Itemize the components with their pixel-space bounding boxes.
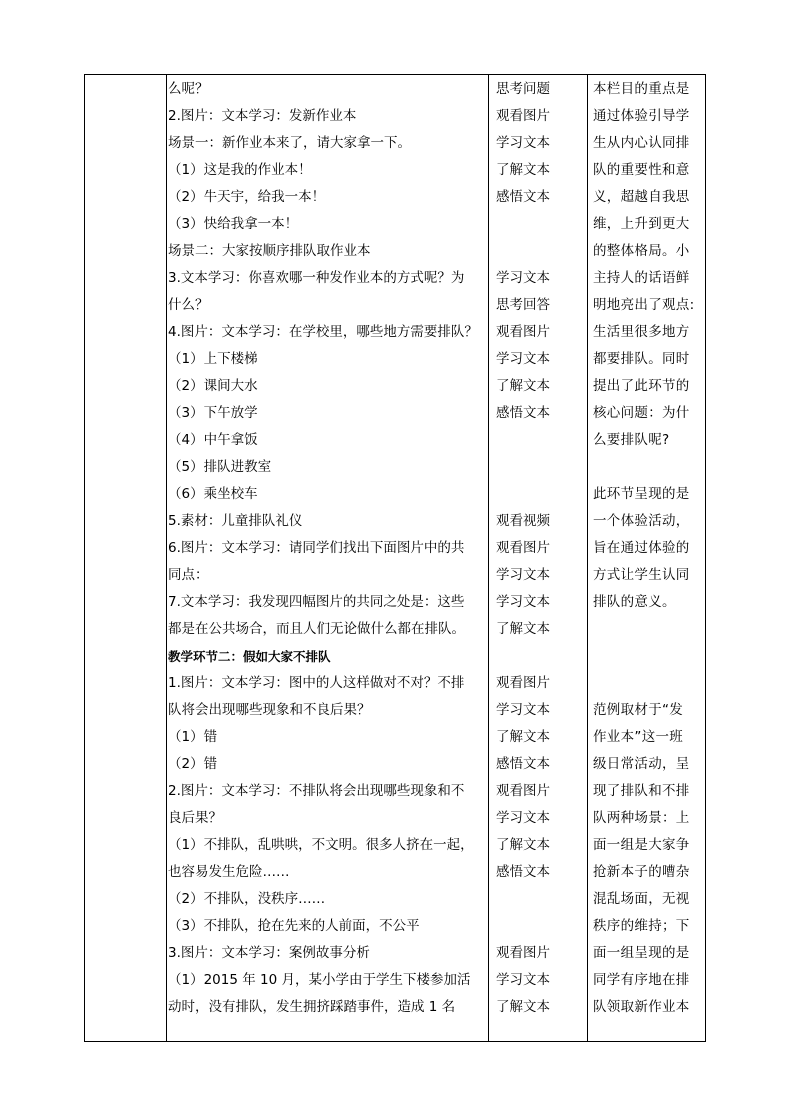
content-line: （3）下午放学 (168, 405, 258, 421)
note-line: 面一组是大家争 (593, 837, 690, 853)
activity-line: 感悟文本 (496, 864, 550, 880)
note-line: 一个体验活动， (593, 513, 690, 529)
note-line: 抢新本子的嘈杂 (593, 864, 690, 880)
note-line: 作业本”这一班 (593, 729, 684, 745)
content-line: 4.图片：文本学习：在学校里，哪些地方需要排队？ (168, 324, 478, 340)
activity-line: 观看图片 (496, 945, 550, 961)
activity-line: 感悟文本 (496, 189, 550, 205)
note-line: 混乱场面，无视 (593, 891, 690, 907)
content-line: 动时，没有排队，发生拥挤踩踏事件，造成 1 名 (168, 999, 456, 1015)
note-line: 核心问题：为什 (593, 405, 690, 421)
note-line: 秩序的维持；下 (593, 918, 690, 934)
activity-line: 思考问题 (496, 81, 550, 97)
note-line: 级日常活动，呈 (593, 756, 690, 772)
content-line: 7.文本学习：我发现四幅图片的共同之处是：这些 (168, 594, 465, 610)
content-line: （1）上下楼梯 (168, 351, 258, 367)
content-line: 良后果？ (168, 810, 222, 826)
activity-line: 了解文本 (496, 621, 550, 637)
activity-line: 了解文本 (496, 999, 550, 1015)
content-line: （6）乘坐校车 (168, 486, 258, 502)
content-line: 什么？ (168, 297, 209, 313)
note-line: 么要排队呢? (593, 432, 670, 448)
note-line: 维，上升到更大 (593, 216, 690, 232)
content-line: 都是在公共场合，而且人们无论做什么都在排队。 (168, 621, 465, 637)
content-line: （3）不排队，抢在先来的人前面，不公平 (168, 918, 420, 934)
activity-line: 观看图片 (496, 783, 550, 799)
activity-line: 了解文本 (496, 162, 550, 178)
content-line: （1）2015 年 10 月，某小学由于学生下楼参加活 (168, 972, 471, 988)
activity-line: 学习文本 (496, 810, 550, 826)
activity-line: 观看图片 (496, 324, 550, 340)
note-line: 本栏目的重点是 (593, 81, 690, 97)
content-line: 3.文本学习：你喜欢哪一种发作业本的方式呢？为 (168, 270, 465, 286)
content-line: （2）错 (168, 756, 218, 772)
column-divider (166, 75, 167, 1041)
content-line: 场景一：新作业本来了，请大家拿一下。 (168, 135, 411, 151)
note-line: 旨在通过体验的 (593, 540, 690, 556)
note-line: 都要排队。同时 (593, 351, 690, 367)
content-line: 6.图片：文本学习：请同学们找出下面图片中的共 (168, 540, 465, 556)
column-divider (488, 75, 489, 1041)
content-line: 3.图片：文本学习：案例故事分析 (168, 945, 370, 961)
content-line: （1）不排队，乱哄哄，不文明。很多人挤在一起， (168, 837, 474, 853)
activity-line: 学习文本 (496, 702, 550, 718)
content-line: 2.图片：文本学习：不排队将会出现哪些现象和不 (168, 783, 465, 799)
activity-line: 学习文本 (496, 972, 550, 988)
note-line: 义，超越自我思 (593, 189, 690, 205)
activity-line: 学习文本 (496, 351, 550, 367)
content-line: （2）不排队，没秩序…… (168, 891, 326, 907)
note-line: 队的重要性和意 (593, 162, 690, 178)
note-line: 此环节呈现的是 (593, 486, 690, 502)
note-line: 通过体验引导学 (593, 108, 690, 124)
note-line: 同学有序地在排 (593, 972, 690, 988)
note-line: 范例取材于“发 (593, 702, 684, 718)
content-line: （1）这是我的作业本！ (168, 162, 312, 178)
activity-line: 观看图片 (496, 540, 550, 556)
content-line: （1）错 (168, 729, 218, 745)
content-line: 2.图片：文本学习：发新作业本 (168, 108, 357, 124)
content-line: （2）课间大水 (168, 378, 258, 394)
activity-line: 观看图片 (496, 108, 550, 124)
note-line: 主持人的话语鲜 (593, 270, 690, 286)
activity-line: 观看视频 (496, 513, 550, 529)
content-line: 5.素材：儿童排队礼仪 (168, 513, 303, 529)
teaching-content-column (168, 75, 488, 1041)
content-line: （5）排队进教室 (168, 459, 272, 475)
note-line: 生从内心认同排 (593, 135, 690, 151)
activity-line: 思考回答 (496, 297, 550, 313)
activity-line: 了解文本 (496, 729, 550, 745)
activity-line: 感悟文本 (496, 405, 550, 421)
note-line: 生活里很多地方 (593, 324, 690, 340)
activity-line: 学习文本 (496, 567, 550, 583)
stage-column (85, 75, 166, 1041)
student-activity-column (496, 75, 586, 1041)
note-line: 现了排队和不排 (593, 783, 690, 799)
activity-line: 学习文本 (496, 135, 550, 151)
activity-line: 学习文本 (496, 270, 550, 286)
activity-line: 了解文本 (496, 378, 550, 394)
design-intent-column (593, 75, 705, 1041)
activity-line: 学习文本 (496, 594, 550, 610)
lesson-plan-table (84, 74, 706, 1042)
note-line: 提出了此环节的 (593, 378, 690, 394)
content-line: （2）牛天宇，给我一本！ (168, 189, 326, 205)
content-line: 1.图片：文本学习：图中的人这样做对不对？不排 (168, 675, 465, 691)
content-line: 也容易发生危险…… (168, 864, 290, 880)
column-divider (587, 75, 588, 1041)
activity-line: 观看图片 (496, 675, 550, 691)
note-line: 队两种场景：上 (593, 810, 690, 826)
content-line: 么呢？ (168, 81, 209, 97)
content-line: 队将会出现哪些现象和不良后果？ (168, 702, 371, 718)
content-line: 场景二：大家按顺序排队取作业本 (168, 243, 371, 259)
note-line: 的整体格局。小 (593, 243, 690, 259)
note-line: 面一组呈现的是 (593, 945, 690, 961)
content-line: 同点： (168, 567, 209, 583)
content-line: （4）中午拿饭 (168, 432, 258, 448)
activity-line: 感悟文本 (496, 756, 550, 772)
note-line: 排队的意义。 (593, 594, 676, 610)
note-line: 明地亮出了观点: (593, 297, 695, 313)
note-line: 方式让学生认同 (593, 567, 690, 583)
note-line: 队领取新作业本 (593, 999, 690, 1015)
activity-line: 了解文本 (496, 837, 550, 853)
content-line: （3）快给我拿一本！ (168, 216, 299, 232)
content-line: 教学环节二：假如大家不排队 (168, 649, 331, 664)
